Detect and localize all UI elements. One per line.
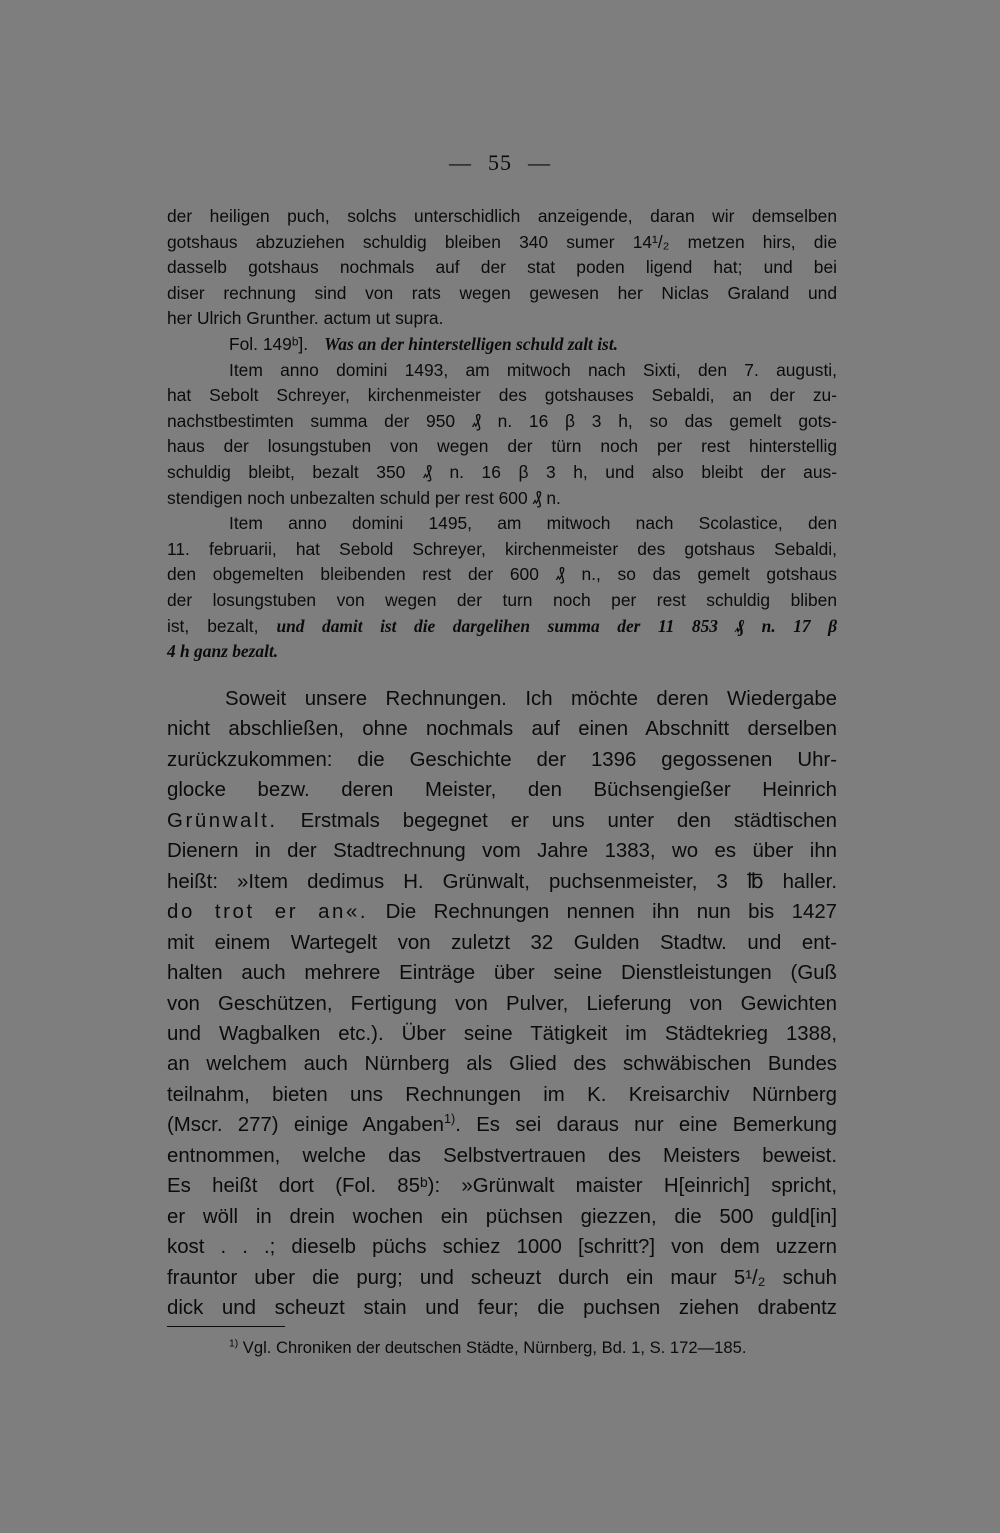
name-spaced: Grünwalt. (167, 809, 278, 832)
excerpt-italic: und damit ist die dargelihen summa der 11 853 ₰ n. 17 β (276, 615, 837, 636)
footnote (229, 1337, 746, 1359)
quote-spaced: do trot er an«. (167, 901, 369, 924)
excerpt-line: schuldig bleibt, bezalt 350 ₰ n. 16 β 3 h, und also bleibt der aus- (167, 461, 837, 482)
body-line: heißt: »Item dedimus H. Grünwalt, puchsenmeister, 3 ℔ haller. (167, 870, 837, 893)
excerpt-line: Item anno domini 1493, am mitwoch nach Sixti, den 7. augusti, (229, 359, 837, 380)
body-line: nicht abschließen, ohne nochmals auf einen Abschnitt derselben (167, 718, 837, 741)
body-line: Es heißt dort (Fol. 85ᵇ): »Grünwalt maister H[einrich] spricht, (167, 1175, 837, 1198)
body-line: teilnahm, bieten uns Rechnungen im K. Kreisarchiv Nürnberg (167, 1083, 837, 1106)
excerpt-line: der heiligen puch, solchs unterschidlich anzeigende, daran wir demselben (167, 206, 837, 226)
body-line: und Wagbalken etc.). Über seine Tätigkeit im Städtekrieg 1388, (167, 1022, 837, 1045)
excerpt-line: den obgemelten bleibenden rest der 600 ₰ n., so das gemelt gotshaus (167, 564, 837, 585)
body-line: Dienern in der Stadtrechnung vom Jahre 1383, wo es über ihn (167, 840, 837, 863)
excerpt-line: her Ulrich Grunther. actum ut supra. (167, 308, 444, 329)
body-line-gruenwalt (167, 806, 837, 836)
body-line: von Geschützen, Fertigung von Pulver, Lieferung von Gewichten (167, 992, 837, 1015)
body-line: entnommen, welche das Selbstvertrauen des Meisters beweist. (167, 1144, 837, 1167)
body-paragraph (167, 684, 837, 1324)
footnote-text: Vgl. Chroniken der deutschen Städte, Nürnberg, Bd. 1, S. 172—185. (242, 1338, 747, 1357)
excerpt-line: diser rechnung sind von rats wegen gewesen her Niclas Graland und (167, 282, 837, 303)
excerpt-italic-line: 4 h ganz bezalt. (167, 641, 279, 662)
body-line: mit einem Wartegelt von zuletzt 32 Gulden Stadtw. und ent- (167, 931, 837, 954)
body-line: zurückzukommen: die Geschichte der 1396 gegossenen Uhr- (167, 748, 837, 771)
excerpt-line: 11. februarii, hat Sebold Schreyer, kirchenmeister des gotshaus Sebaldi, (167, 538, 837, 559)
body-text: (Mscr. 277) einige Angaben (167, 1114, 445, 1137)
excerpt-line: Item anno domini 1495, am mitwoch nach Scolastice, den (229, 513, 837, 534)
body-line: er wöll in drein wochen ein püchsen giezzen, die 500 guld[in] (167, 1205, 837, 1228)
excerpt-line-mixed (167, 614, 837, 640)
body-text: Erstmals begegnet er uns unter den städtischen (300, 809, 837, 832)
page-number-dash-right: — (528, 150, 551, 175)
body-line: kost . . .; dieselb püchs schiez 1000 [schritt?] von dem uzzern (167, 1236, 837, 1259)
folio-heading (167, 332, 837, 358)
excerpt-line: der losungstuben von wegen der turn noch per rest schuldig bliben (167, 589, 837, 610)
excerpt-line: gotshaus abzuziehen schuldig bleiben 340 sumer 14¹/₂ metzen hirs, die (167, 231, 837, 252)
body-line: frauntor uber die purg; und scheuzt durch ein maur 5¹/₂ schuh (167, 1266, 837, 1289)
footnote-divider (167, 1326, 285, 1327)
body-line: an welchem auch Nürnberg als Glied des schwäbischen Bundes (167, 1053, 837, 1076)
body-text: . Es sei daraus nur eine Bemerkung (455, 1114, 837, 1137)
excerpt-line: haus der losungstuben von wegen der türn noch per rest hinterstellig (167, 436, 837, 457)
page-number-dash-left: — (449, 150, 472, 175)
folio-title: Was an der hinterstelligen schuld zalt ist. (324, 333, 619, 354)
body-line: glocke bezw. deren Meister, den Büchsengießer Heinrich (167, 779, 837, 802)
page-number (0, 150, 1000, 176)
excerpt-line: hat Sebolt Schreyer, kirchenmeister des gotshauses Sebaldi, an der zu- (167, 385, 837, 406)
body-line-footnote-ref (167, 1110, 837, 1140)
excerpt-line: nachstbestimten summa der 950 ₰ n. 16 β 3 h, so das gemelt gots- (167, 410, 837, 431)
folio-label: Fol. 149ᵇ]. (229, 333, 309, 354)
excerpt-roman: ist, bezalt, (167, 615, 259, 636)
excerpt-line: dasselb gotshaus nochmals auf der stat poden ligend hat; und bei (167, 257, 837, 278)
body-line: halten auch mehrere Einträge über seine Dienstleistungen (Guß (167, 962, 837, 985)
page-number-value: 55 (488, 150, 512, 175)
body-line: Soweit unsere Rechnungen. Ich möchte deren Wiedergabe (225, 688, 837, 710)
footnote-marker: 1) (229, 1338, 239, 1350)
body-line: dick und scheuzt stain und feur; die puchsen ziehen drabentz (167, 1297, 837, 1320)
footnote-reference: 1) (444, 1112, 456, 1127)
excerpt-line: stendigen noch unbezalten schuld per rest 600 ₰ n. (167, 487, 561, 508)
body-text: Die Rechnungen nennen ihn nun bis 1427 (385, 901, 837, 924)
source-excerpt (167, 204, 837, 665)
body-line-quote (167, 897, 837, 927)
